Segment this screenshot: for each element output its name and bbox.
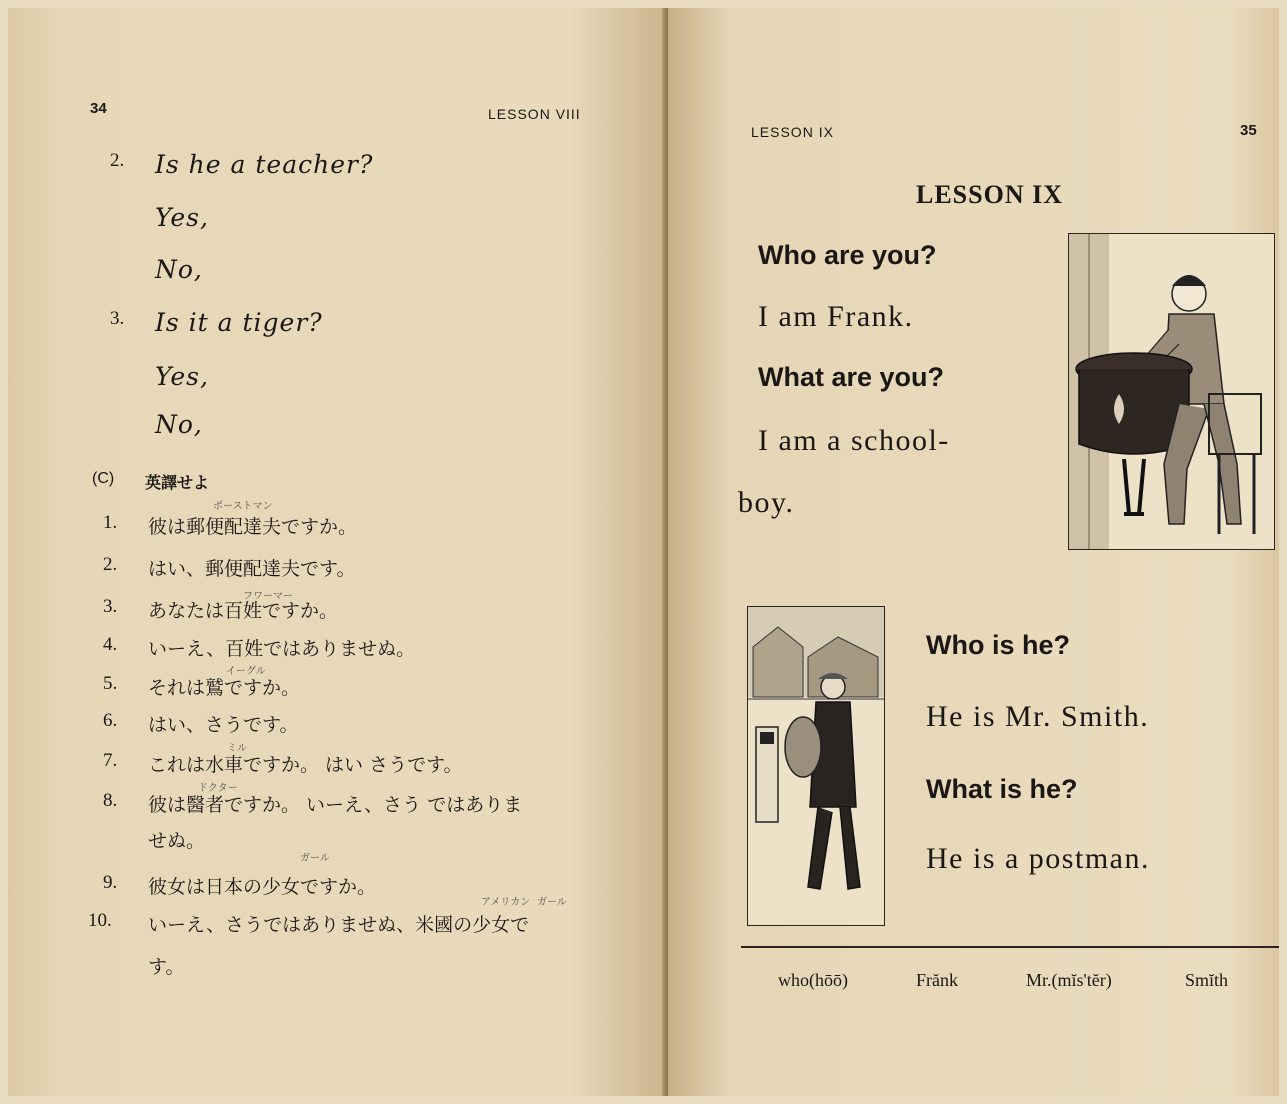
dialogue-line: I am a school-: [758, 424, 950, 457]
item-text: これは水車ですか。 はい さうです。: [148, 754, 463, 776]
left-running-head: LESSON VIII: [488, 106, 581, 122]
item-number: 6.: [103, 710, 118, 731]
item-text: それは鷲ですか。: [148, 677, 301, 699]
postman-illustration: [747, 606, 885, 926]
dialogue-line: He is Mr. Smith.: [926, 700, 1150, 733]
section-label: (C): [92, 470, 115, 487]
question-number: 2.: [110, 150, 125, 171]
item-text: はい、郵便配達夫です。: [148, 558, 356, 580]
item-number: 2.: [103, 554, 118, 575]
ruby-annotation: イーグル: [226, 666, 266, 677]
right-running-head: LESSON IX: [751, 124, 834, 140]
left-page-number: 34: [90, 100, 107, 117]
vocab-word: Frănk: [916, 970, 958, 990]
item-number: 4.: [103, 634, 118, 655]
item-text: 彼は郵便配達夫ですか。: [148, 516, 358, 538]
postman-drawing: [748, 607, 884, 925]
schoolboy-illustration: [1068, 233, 1275, 550]
item-text-continued: せぬ。: [148, 830, 206, 852]
ruby-annotation: ミル: [227, 743, 247, 754]
item-number: 3.: [103, 596, 118, 617]
item-text-continued: す。: [148, 956, 185, 978]
ruby-annotation: ポーストマン: [213, 501, 273, 512]
schoolboy-drawing: [1069, 234, 1274, 549]
dialogue-line: What are you?: [758, 362, 945, 392]
ruby-annotation: ドクター: [198, 783, 238, 794]
vocab-word: Mr.(mĭs'tĕr): [1026, 970, 1112, 990]
question-text: Is it a tiger?: [155, 308, 323, 337]
vocab-word: who(hōō): [778, 970, 848, 990]
item-number: 1.: [103, 512, 118, 533]
ruby-annotation: フワーマー: [243, 591, 293, 602]
ruby-annotation: ガール: [300, 853, 330, 864]
answer-no: No,: [155, 255, 203, 284]
dialogue-line: Who are you?: [758, 240, 937, 270]
section-title: 英譯せよ: [145, 473, 210, 492]
dialogue-line: I am Frank.: [758, 300, 914, 333]
item-text: 彼は醫者ですか。 いーえ、さう ではありま: [148, 794, 523, 816]
item-text: はい、さうです。: [148, 714, 299, 736]
dialogue-line: Who is he?: [926, 630, 1070, 660]
question-text: Is he a teacher?: [155, 150, 374, 179]
right-page: [668, 8, 1279, 1096]
answer-yes: Yes,: [155, 203, 209, 232]
vocabulary-divider: [741, 946, 1279, 948]
answer-yes: Yes,: [155, 362, 209, 391]
right-page-number: 35: [1240, 122, 1257, 139]
item-text: あなたは百姓ですか。: [148, 600, 339, 622]
item-text: いーえ、百姓ではありませぬ。: [148, 638, 416, 660]
item-number: 10.: [88, 910, 112, 931]
dialogue-line: What is he?: [926, 774, 1078, 804]
question-number: 3.: [110, 308, 125, 329]
item-text: 彼女は日本の少女ですか。: [148, 876, 377, 898]
ruby-annotation: アメリカン: [481, 897, 531, 908]
dialogue-line: He is a postman.: [926, 842, 1150, 875]
item-number: 7.: [103, 750, 118, 771]
item-text: いーえ、さうではありませぬ、米國の少女で: [148, 914, 530, 936]
dialogue-line: boy.: [738, 486, 795, 519]
item-number: 8.: [103, 790, 118, 811]
lesson-title: LESSON IX: [916, 180, 1063, 209]
item-number: 9.: [103, 872, 118, 893]
ruby-annotation: ガール: [537, 897, 567, 908]
item-number: 5.: [103, 673, 118, 694]
vocab-word: Smĭth: [1185, 970, 1229, 990]
answer-no: No,: [155, 410, 203, 439]
